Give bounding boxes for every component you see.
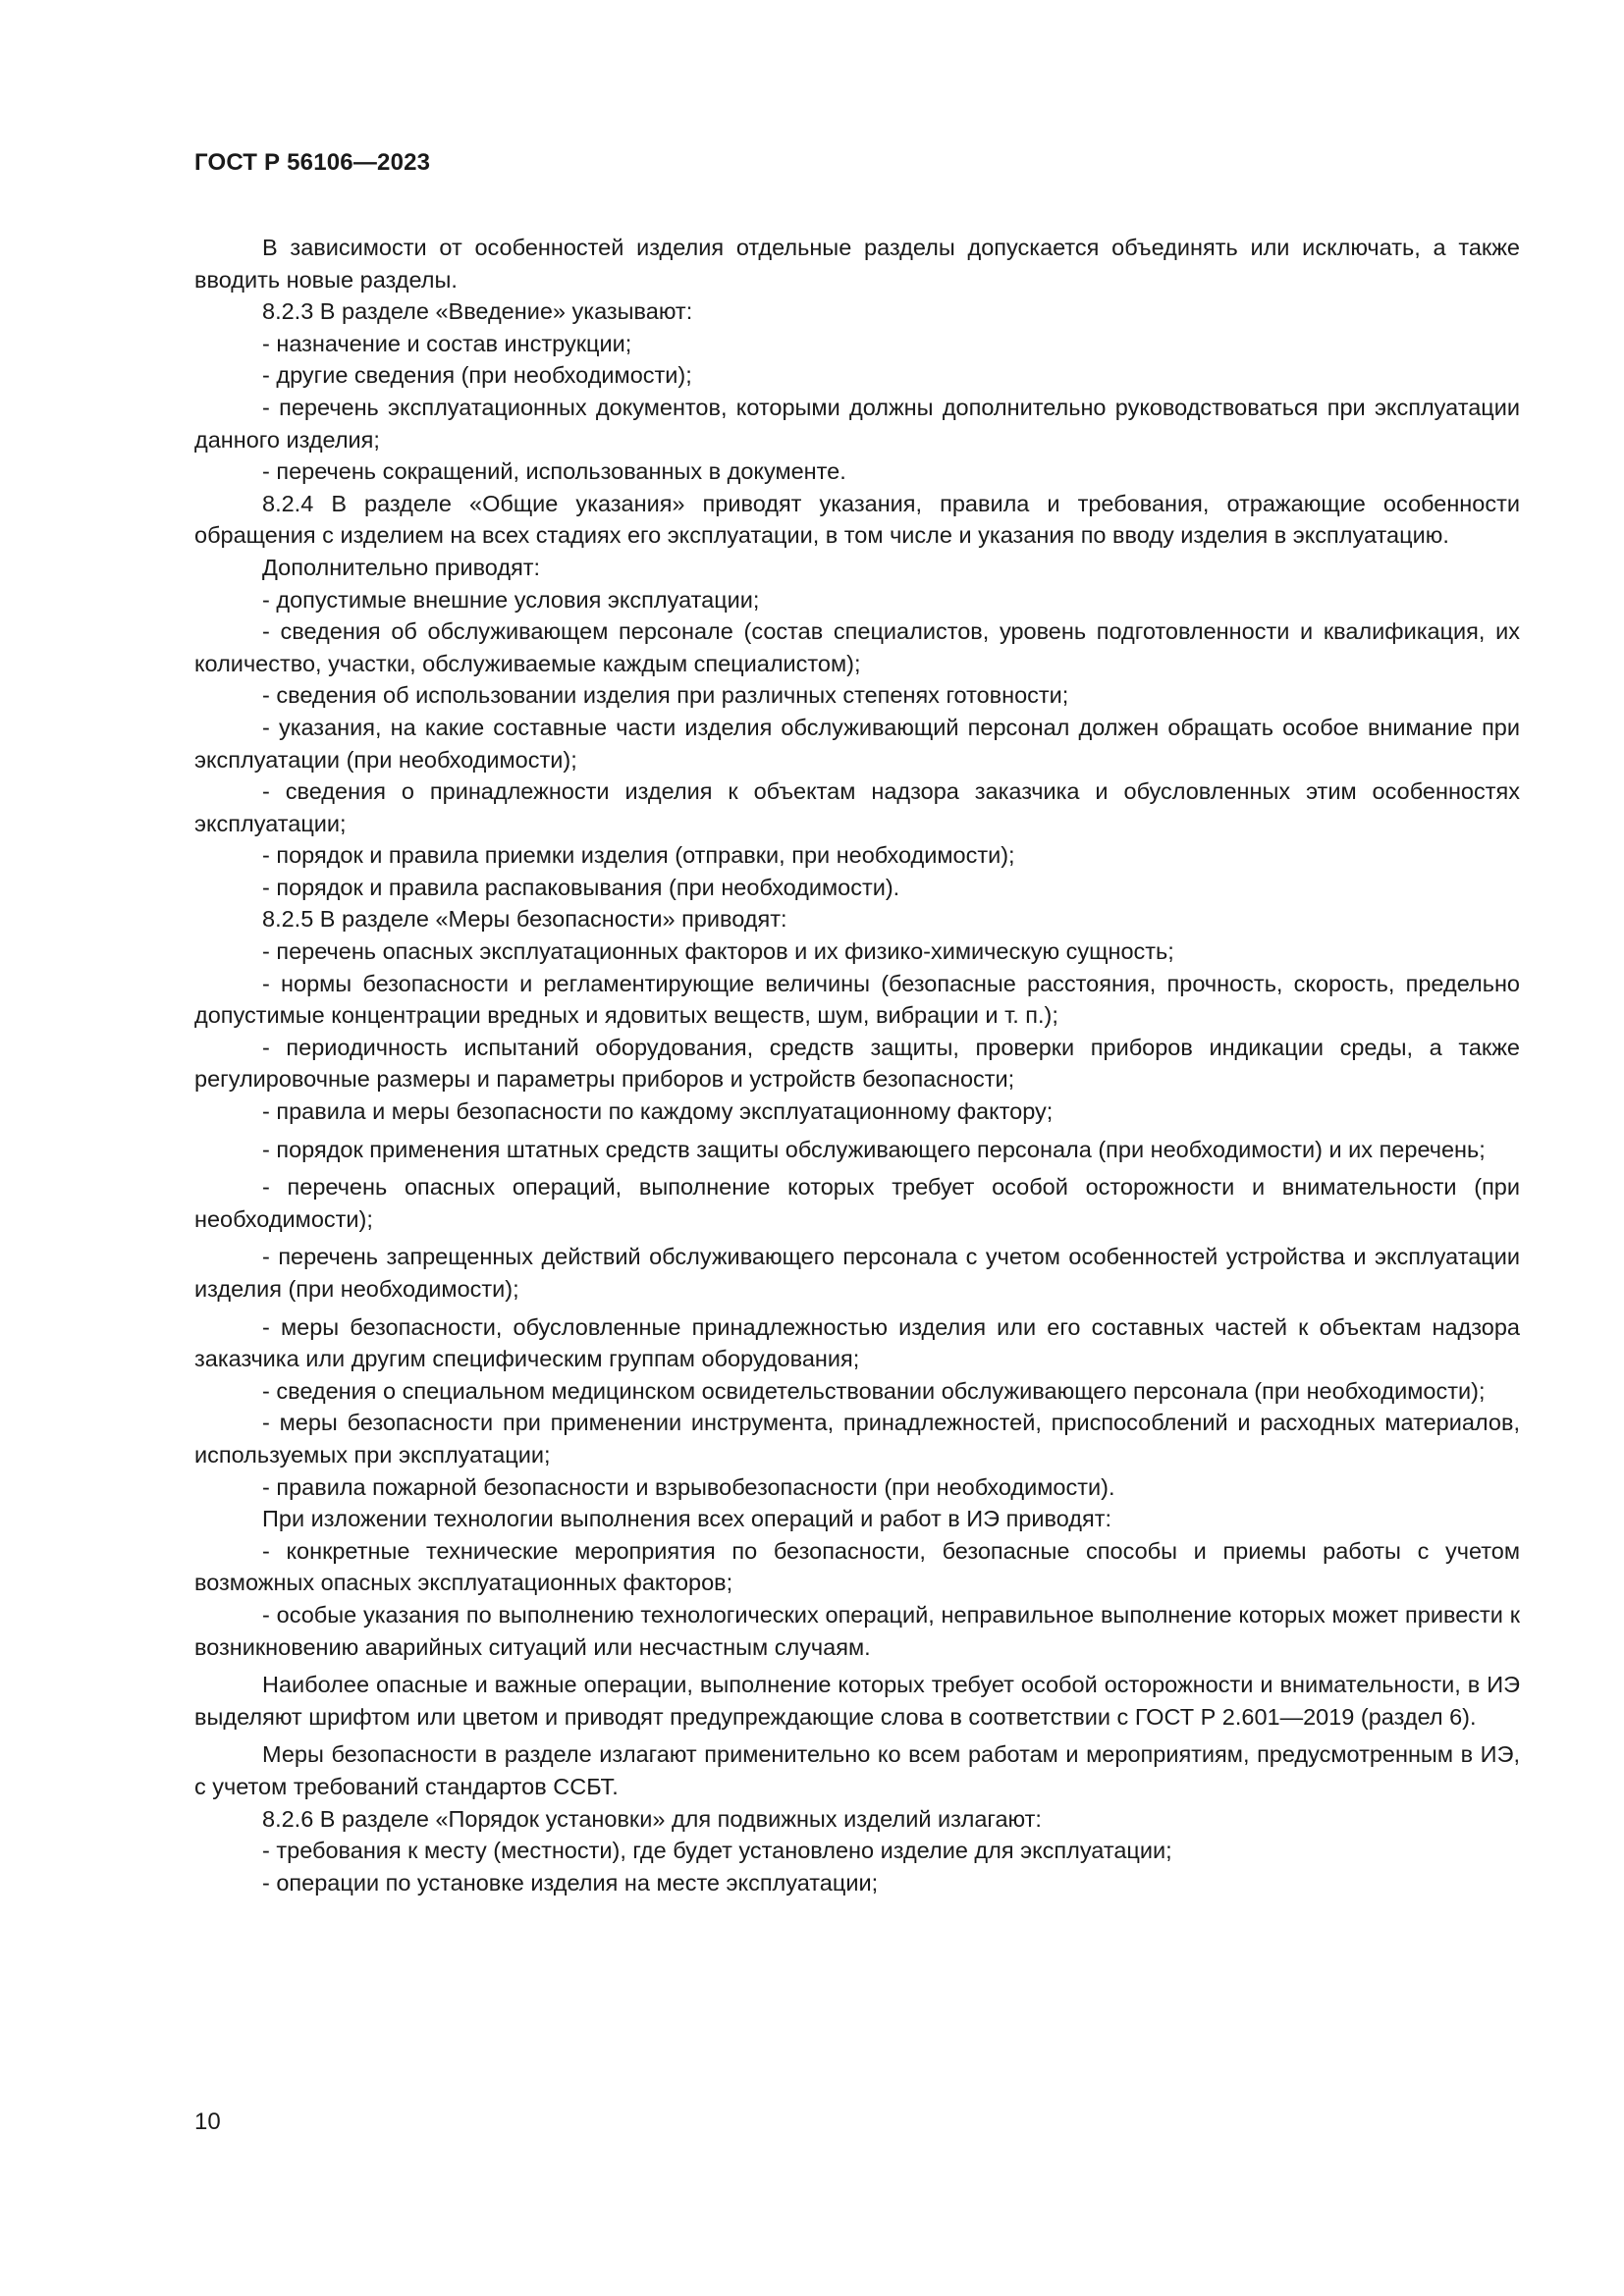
list-item: - порядок применения штатных средств защиты обслуживающего персонала (при необходимости) и их перечень; [262,1136,1486,1162]
list-item: - сведения о специальном медицинском освидетельствовании обслуживающего персонала (при необходимости); [262,1377,1486,1404]
section-heading-8-2-4: 8.2.4 В разделе «Общие указания» приводят указания, правила и требования, отражающие особенности обращения с изделием на всех стадиях его эксплуатации, в том числе и указания по вводу изделия в эксплуатацию. [194,490,1520,549]
list-item: - перечень опасных операций, выполнение которых требует особой осторожности и внимательности (при необходимости); [194,1174,1520,1232]
list-item: - допустимые внешние условия эксплуатации; [262,586,760,613]
list-item: - перечень опасных эксплуатационных факторов и их физико-химическую сущность; [262,938,1174,965]
list-item: - требования к месту (местности), где будет установлено изделие для эксплуатации; [262,1838,1172,1864]
list-item: - правила пожарной безопасности и взрывобезопасности (при необходимости). [262,1473,1115,1500]
list-item: - перечень эксплуатационных документов, которыми должны дополнительно руководствоваться при эксплуатации данного изделия; [194,394,1520,453]
list-item: - порядок и правила приемки изделия (отправки, при необходимости); [262,842,1015,869]
list-item: - меры безопасности при применении инструмента, принадлежностей, приспособлений и расходных материалов, используемых при эксплуатации; [194,1410,1520,1468]
page-number: 10 [194,2109,221,2135]
list-item: - периодичность испытаний оборудования, средств защиты, проверки приборов индикации среды, а также регулировочные размеры и параметры приборов и устройств безопасности; [194,1034,1520,1093]
list-item: - сведения об использовании изделия при различных степенях готовности; [262,682,1069,709]
list-item: - меры безопасности, обусловленные принадлежностью изделия или его составных частей к объектам надзора заказчика или другим специфическим группам оборудования; [194,1313,1520,1372]
list-item: - нормы безопасности и регламентирующие величины (безопасные расстояния, прочность, скорость, предельно допустимые концентрации вредных и ядовитых веществ, шум, вибрации и т. п.); [194,970,1520,1029]
paragraph: При изложении технологии выполнения всех операций и работ в ИЭ приводят: [262,1506,1111,1532]
paragraph: Наиболее опасные и важные операции, выполнение которых требует особой осторожности и внимательности, в ИЭ выделяют шрифтом или цветом и приводят предупреждающие слова в соответствии с ГОСТ Р 2.601—2019 (раздел 6). [194,1672,1520,1730]
list-item: - порядок и правила распаковывания (при необходимости). [262,874,900,900]
list-item: - правила и меры безопасности по каждому эксплуатационному фактору; [262,1098,1054,1125]
list-item: - другие сведения (при необходимости); [262,362,692,389]
list-item: - операции по установке изделия на месте эксплуатации; [262,1869,879,1896]
list-item: - сведения об обслуживающем персонале (состав специалистов, уровень подготовленности и квалификация, их количество, участки, обслуживаемые каждым специалистом); [194,618,1520,676]
list-item: - конкретные технические мероприятия по безопасности, безопасные способы и приемы работы с учетом возможных опасных эксплуатационных факторов; [194,1537,1520,1596]
list-item: - сведения о принадлежности изделия к объектам надзора заказчика и обусловленных этим особенностях эксплуатации; [194,778,1520,836]
list-item: - указания, на какие составные части изделия обслуживающий персонал должен обращать особое внимание при эксплуатации (при необходимости); [194,714,1520,773]
document-body [194,232,1520,1898]
list-item: - особые указания по выполнению технологических операций, неправильное выполнение которых может привести к возникновению аварийных ситуаций или несчастным случаям. [194,1601,1520,1660]
list-item: - назначение и состав инструкции; [262,330,632,356]
paragraph: Меры безопасности в разделе излагают применительно ко всем работам и мероприятиям, предусмотренным в ИЭ, с учетом требований стандартов ССБТ. [194,1741,1520,1799]
section-heading-8-2-5: 8.2.5 В разделе «Меры безопасности» приводят: [262,906,787,933]
document-header-code: ГОСТ Р 56106—2023 [194,149,431,176]
list-item: - перечень запрещенных действий обслуживающего персонала с учетом особенностей устройства и эксплуатации изделия (при необходимости); [194,1244,1520,1302]
paragraph: В зависимости от особенностей изделия отдельные разделы допускается объединять или исключать, а также вводить новые разделы. [194,235,1520,293]
section-heading-8-2-6: 8.2.6 В разделе «Порядок установки» для подвижных изделий излагают: [262,1805,1042,1832]
paragraph: Дополнительно приводят: [262,554,541,580]
section-heading-8-2-3: 8.2.3 В разделе «Введение» указывают: [262,298,693,325]
list-item: - перечень сокращений, использованных в документе. [262,458,846,485]
